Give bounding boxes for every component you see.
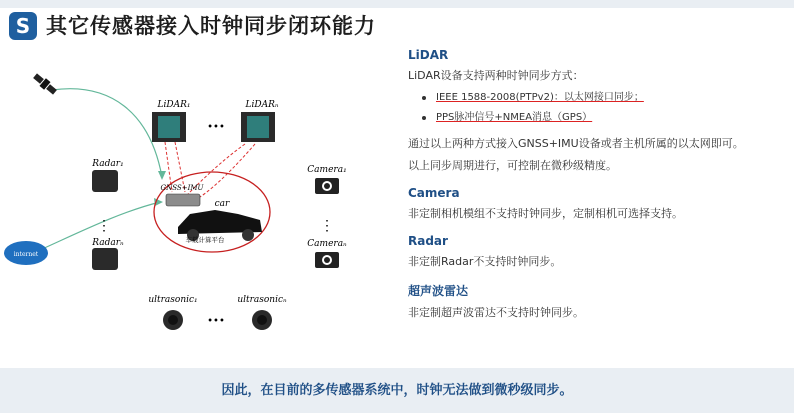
radar-heading: Radar — [408, 234, 448, 248]
radar-icon — [92, 248, 118, 270]
satellite-arrowhead — [158, 171, 166, 180]
diagram-svg — [0, 52, 400, 366]
gnss-label: GNSS+IMU — [160, 184, 204, 192]
camera-text: 非定制相机模组不支持时钟同步，定制相机可选择支持。 — [408, 207, 683, 220]
sensor-diagram — [0, 52, 400, 366]
ultra1-label: ultrasonic₁ — [148, 295, 198, 305]
logo-icon: S — [9, 12, 37, 40]
ultrasonic-text: 非定制超声波雷达不支持时钟同步。 — [408, 306, 584, 319]
lidarn-label: LiDARₙ — [245, 100, 279, 110]
ultrasonic-heading: 超声波雷达 — [408, 284, 469, 298]
lidar-ellipsis: ••• — [207, 122, 225, 133]
car-label: car — [214, 199, 230, 209]
camera-icon — [315, 252, 339, 268]
page-title: 其它传感器接入时钟同步闭环能力 — [46, 14, 376, 38]
lidar-intro: LiDAR设备支持两种时钟同步方式： — [408, 69, 584, 82]
footer-conclusion: 因此，在目前的多传感器系统中，时钟无法做到微秒级同步。 — [221, 383, 573, 398]
radarn-label: Radarₙ — [92, 238, 124, 248]
satellite-icon — [32, 72, 58, 96]
radar1-label: Radar₁ — [92, 159, 124, 169]
camera-heading: Camera — [408, 186, 460, 200]
radar-icon — [92, 170, 118, 192]
ultrasonic-icon — [163, 310, 183, 330]
lidar-heading: LiDAR — [408, 48, 449, 62]
lidar-bullet-2-text: PPS脉冲信号+NMEA消息（GPS） — [436, 112, 593, 123]
lidar-icon — [152, 112, 186, 142]
ultrasonic-icon — [252, 310, 272, 330]
gnss-module-icon — [166, 194, 200, 206]
platform-label: 车载计算平台 — [185, 236, 225, 244]
ultran-label: ultrasonicₙ — [237, 295, 287, 305]
lidarn-dashed-2 — [200, 144, 255, 197]
bullet-dot — [422, 116, 426, 120]
radar-text: 非定制Radar不支持时钟同步。 — [408, 255, 562, 268]
camera-ellipsis: ⋮ — [320, 218, 334, 234]
cameran-label: Cameraₙ — [307, 239, 347, 249]
lidar-icon — [241, 112, 275, 142]
lidar-para-1: 通过以上两种方式接入GNSS+IMU设备或者主机所属的以太网即可。 — [408, 137, 744, 150]
internet-label: internet — [13, 251, 39, 258]
lidar-para-2: 以上同步周期进行，可控制在微秒级精度。 — [408, 159, 617, 172]
right-panel — [408, 48, 778, 327]
ultra-ellipsis: ••• — [207, 316, 225, 327]
bullet-dot — [422, 96, 426, 100]
camera-icon — [315, 178, 339, 194]
lidar-bullet-2 — [422, 110, 778, 126]
lidar-bullet-1-text: IEEE 1588-2008(PTPv2)：以太网接口同步； — [436, 92, 644, 103]
lidar1-label: LiDAR₁ — [157, 100, 191, 110]
top-band — [0, 0, 794, 8]
lidar-bullet-1 — [422, 90, 778, 106]
radar-ellipsis: ⋮ — [97, 218, 111, 234]
footer-band — [0, 368, 794, 413]
camera1-label: Camera₁ — [307, 165, 347, 175]
